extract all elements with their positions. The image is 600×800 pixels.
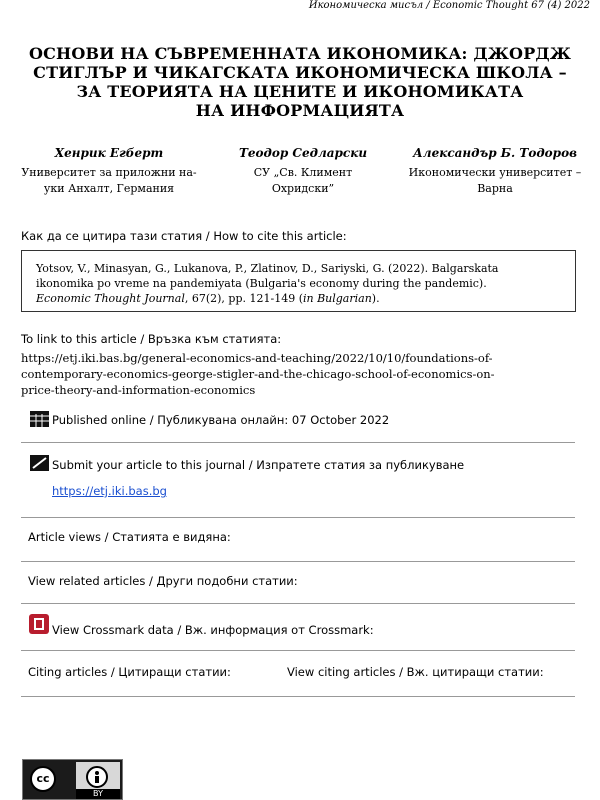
author-affiliation: Охридски” bbox=[271, 182, 335, 195]
divider bbox=[21, 517, 575, 518]
author-1 bbox=[0, 145, 218, 197]
crossmark-link[interactable]: View Crossmark data / Вж. информация от Crossmark: bbox=[52, 623, 374, 637]
citation-journal: Economic Thought Journal bbox=[36, 292, 185, 305]
submit-article-text: Submit your article to this journal / Изпратете статия за публикуване bbox=[52, 458, 465, 472]
attribution-icon bbox=[86, 766, 108, 788]
cc-icon: cc bbox=[30, 766, 56, 792]
cite-label: Как да се цитира тази статия / How to cite this article: bbox=[21, 229, 347, 243]
author-affiliation: Варна bbox=[477, 182, 513, 195]
view-citing-articles-link[interactable]: View citing articles / Вж. цитиращи статии: bbox=[287, 665, 544, 679]
author-affiliation: Университет за приложни на- bbox=[21, 166, 197, 179]
title-line: НА ИНФОРМАЦИЯТА bbox=[195, 101, 405, 120]
author-affiliation: СУ „Св. Климент bbox=[253, 166, 353, 179]
title-line: СТИГЛЪР И ЧИКАГСКАТА ИКОНОМИЧЕСКА ШКОЛА – bbox=[33, 63, 567, 82]
citing-articles: Citing articles / Цитиращи статии: bbox=[28, 665, 231, 679]
by-label: BY bbox=[76, 789, 120, 799]
published-online: Published online / Публикувана онлайн: 07 October 2022 bbox=[52, 413, 390, 427]
crossmark-icon[interactable] bbox=[29, 614, 49, 634]
author-name: Александър Б. Тодоров bbox=[413, 146, 577, 160]
author-3 bbox=[390, 145, 600, 197]
article-url-line[interactable]: price-theory-and-information-economics bbox=[21, 383, 256, 397]
author-name: Теодор Седларски bbox=[238, 146, 368, 160]
article-url[interactable] bbox=[21, 350, 495, 398]
title-line: ЗА ТЕОРИЯТА НА ЦЕНИТЕ И ИКОНОМИКАТА bbox=[76, 82, 524, 101]
divider bbox=[21, 561, 575, 562]
cc-by-license-badge[interactable] bbox=[22, 759, 123, 800]
citation-line: ikonomika po vreme na pandemiyata (Bulgaria's economy during the pandemic). bbox=[36, 277, 487, 290]
author-2 bbox=[218, 145, 388, 197]
citation-box bbox=[21, 250, 576, 312]
citation-line: Yotsov, V., Minasyan, G., Lukanova, P., Zlatinov, D., Sariyski, G. (2022). Balgarskata bbox=[36, 262, 499, 275]
citation-language: in Bulgarian bbox=[302, 292, 372, 305]
divider bbox=[21, 650, 575, 651]
calendar-icon bbox=[30, 411, 49, 427]
author-name: Хенрик Егберт bbox=[54, 146, 164, 160]
journal-link[interactable]: https://etj.iki.bas.bg bbox=[52, 484, 167, 498]
pen-icon bbox=[30, 455, 49, 471]
running-header: Икономическа мисъл / Economic Thought 67 (4) 2022 bbox=[308, 0, 590, 11]
citation-end: ). bbox=[371, 292, 380, 305]
link-label: To link to this article / Връзка към статията: bbox=[21, 332, 282, 346]
citation-line bbox=[36, 291, 561, 306]
article-url-line[interactable]: contemporary-economics-george-stigler-and-the-chicago-school-of-economics-on- bbox=[21, 367, 495, 381]
article-url-line[interactable]: https://etj.iki.bas.bg/general-economics-and-teaching/2022/10/10/foundations-of- bbox=[21, 351, 493, 365]
divider bbox=[21, 442, 575, 443]
divider bbox=[21, 603, 575, 604]
article-views: Article views / Статията е видяна: bbox=[28, 530, 231, 544]
related-articles-link[interactable]: View related articles / Други подобни статии: bbox=[28, 574, 298, 588]
author-affiliation: Икономически университет – bbox=[408, 166, 582, 179]
citation-volume: , 67(2), pp. 121-149 ( bbox=[184, 292, 303, 305]
title-line: ОСНОВИ НА СЪВРЕМЕННАТА ИКОНОМИКА: ДЖОРДЖ bbox=[28, 44, 572, 63]
divider bbox=[21, 696, 575, 697]
article-title bbox=[0, 44, 600, 120]
author-affiliation: уки Анхалт, Германия bbox=[43, 182, 175, 195]
